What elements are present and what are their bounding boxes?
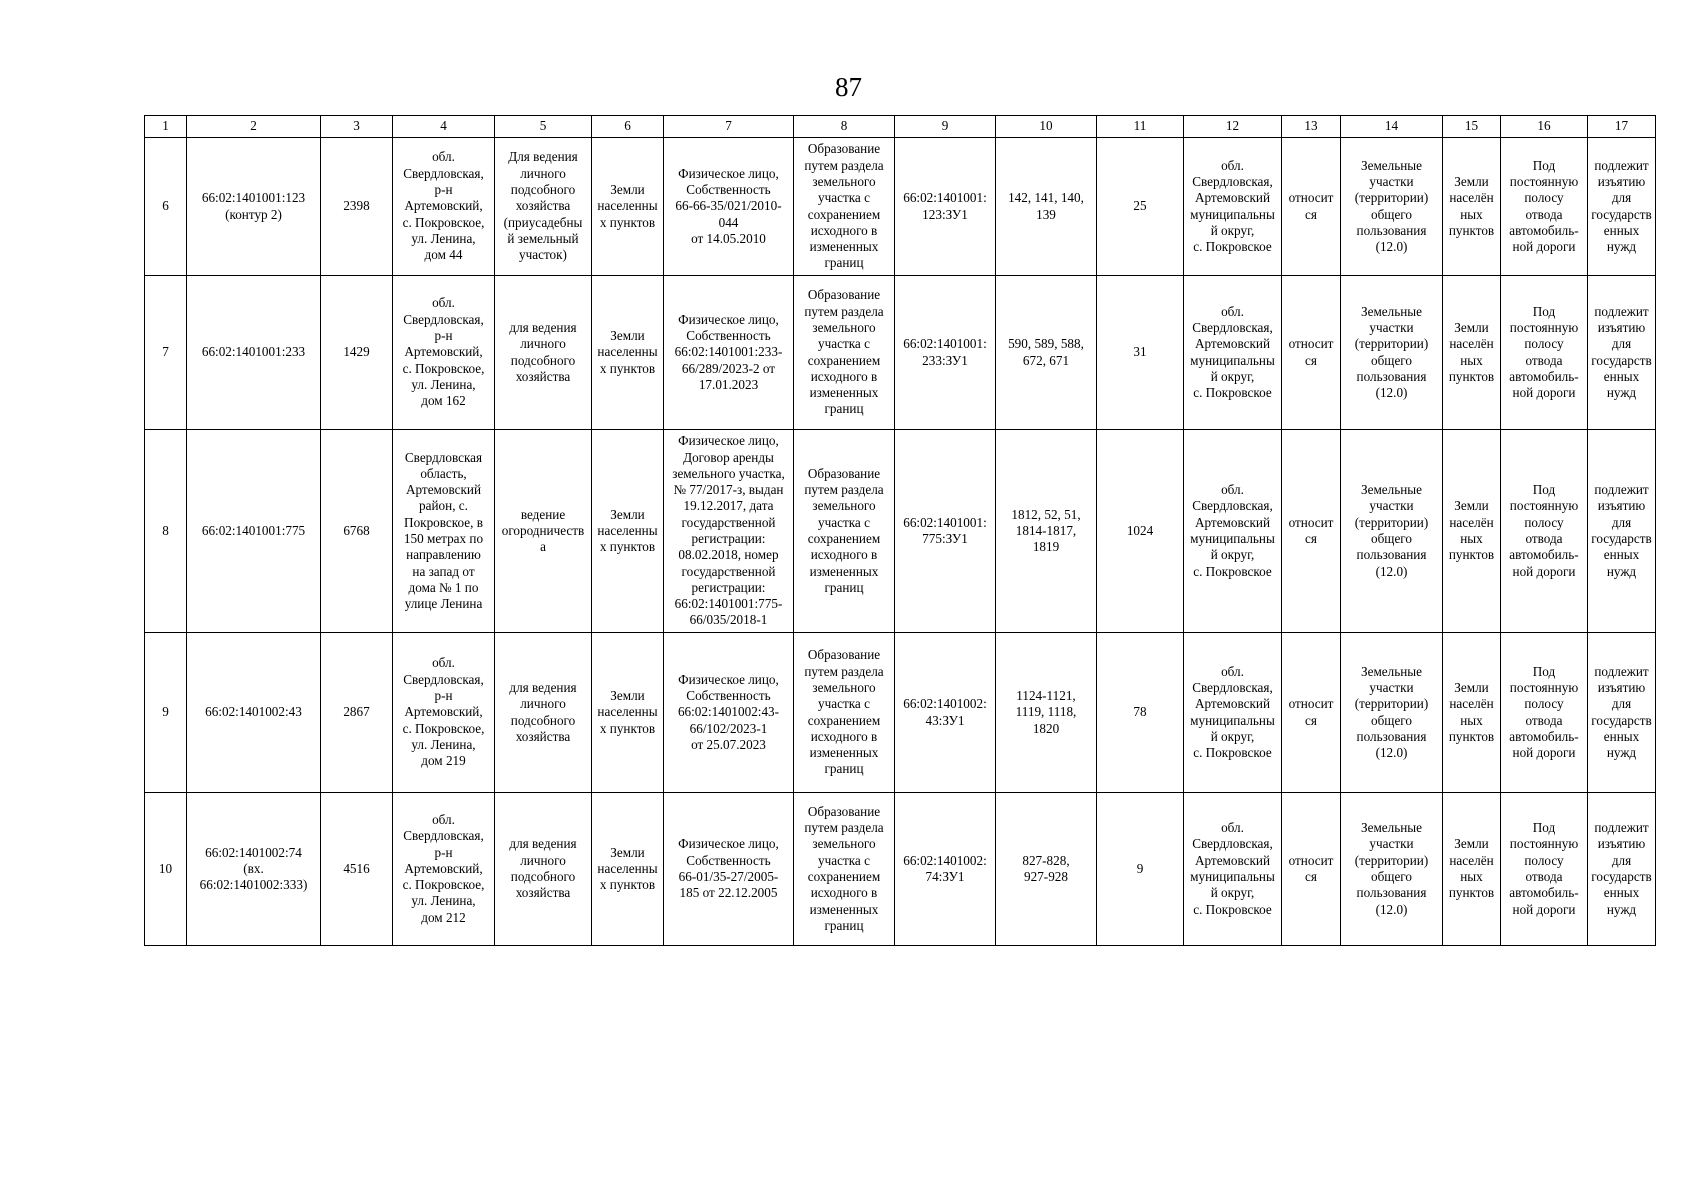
table-row bbox=[145, 138, 1656, 276]
new-plot-id-cell: 66:02:1401002: 74:ЗУ1 bbox=[895, 793, 996, 946]
column-header: 14 bbox=[1341, 116, 1443, 138]
new-permitted-use-cell: Земельные участки (территории) общего пользования (12.0) bbox=[1341, 430, 1443, 633]
area-cell: 6768 bbox=[321, 430, 393, 633]
purpose-cell: Под постоянную полосу отвода автомобиль- ной дороги bbox=[1501, 633, 1588, 793]
new-land-category-cell: Земли населён ных пунктов bbox=[1443, 430, 1501, 633]
new-land-category-cell: Земли населён ных пунктов bbox=[1443, 633, 1501, 793]
table-header-row bbox=[145, 116, 1656, 138]
land-category-cell: Земли населенны х пунктов bbox=[592, 276, 664, 430]
formation-method-cell: Образование путем раздела земельного участка с сохранением исходного в измененных границ bbox=[794, 430, 895, 633]
column-header: 16 bbox=[1501, 116, 1588, 138]
row-number-cell: 8 bbox=[145, 430, 187, 633]
seizure-cell: подлежит изъятию для государств енных нужд bbox=[1588, 633, 1656, 793]
land-category-cell: Земли населенны х пунктов bbox=[592, 430, 664, 633]
boundary-points-cell: 1812, 52, 51, 1814-1817, 1819 bbox=[996, 430, 1097, 633]
location-cell: обл. Свердловская, Артемовский муниципальны й округ, с. Покровское bbox=[1184, 138, 1282, 276]
address-cell: обл. Свердловская, р-н Артемовский, с. Покровское, ул. Ленина, дом 212 bbox=[393, 793, 495, 946]
column-header: 10 bbox=[996, 116, 1097, 138]
seizure-cell: подлежит изъятию для государств енных нужд bbox=[1588, 430, 1656, 633]
boundary-points-cell: 827-828, 927-928 bbox=[996, 793, 1097, 946]
new-area-cell: 9 bbox=[1097, 793, 1184, 946]
table-row bbox=[145, 430, 1656, 633]
address-cell: обл. Свердловская, р-н Артемовский, с. Покровское, ул. Ленина, дом 219 bbox=[393, 633, 495, 793]
new-plot-id-cell: 66:02:1401001: 775:ЗУ1 bbox=[895, 430, 996, 633]
location-cell: обл. Свердловская, Артемовский муниципальны й округ, с. Покровское bbox=[1184, 276, 1282, 430]
location-cell: обл. Свердловская, Артемовский муниципальны й округ, с. Покровское bbox=[1184, 430, 1282, 633]
purpose-cell: Под постоянную полосу отвода автомобиль- ной дороги bbox=[1501, 793, 1588, 946]
address-cell: обл. Свердловская, р-н Артемовский, с. Покровское, ул. Ленина, дом 162 bbox=[393, 276, 495, 430]
rights-holder-cell: Физическое лицо, Собственность 66-01/35-27/2005- 185 от 22.12.2005 bbox=[664, 793, 794, 946]
purpose-cell: Под постоянную полосу отвода автомобиль- ной дороги bbox=[1501, 430, 1588, 633]
column-header: 9 bbox=[895, 116, 996, 138]
new-plot-id-cell: 66:02:1401001: 123:ЗУ1 bbox=[895, 138, 996, 276]
formation-method-cell: Образование путем раздела земельного участка с сохранением исходного в измененных границ bbox=[794, 633, 895, 793]
seizure-cell: подлежит изъятию для государств енных нужд bbox=[1588, 138, 1656, 276]
relation-cell: относит ся bbox=[1282, 430, 1341, 633]
column-header: 11 bbox=[1097, 116, 1184, 138]
formation-method-cell: Образование путем раздела земельного участка с сохранением исходного в измененных границ bbox=[794, 276, 895, 430]
new-area-cell: 78 bbox=[1097, 633, 1184, 793]
cadastral-number-cell: 66:02:1401001:123 (контур 2) bbox=[187, 138, 321, 276]
relation-cell: относит ся bbox=[1282, 138, 1341, 276]
column-header: 17 bbox=[1588, 116, 1656, 138]
column-header: 13 bbox=[1282, 116, 1341, 138]
seizure-cell: подлежит изъятию для государств енных нужд bbox=[1588, 276, 1656, 430]
land-plot-table bbox=[144, 115, 1656, 946]
row-number-cell: 6 bbox=[145, 138, 187, 276]
cadastral-number-cell: 66:02:1401002:74 (вх. 66:02:1401002:333) bbox=[187, 793, 321, 946]
address-cell: Свердловская область, Артемовский район, с. Покровское, в 150 метрах по направлению на запад от дома № 1 по улице Ленина bbox=[393, 430, 495, 633]
rights-holder-cell: Физическое лицо, Собственность 66:02:1401002:43- 66/102/2023-1 от 25.07.2023 bbox=[664, 633, 794, 793]
cadastral-number-cell: 66:02:1401001:775 bbox=[187, 430, 321, 633]
column-header: 15 bbox=[1443, 116, 1501, 138]
column-header: 5 bbox=[495, 116, 592, 138]
permitted-use-cell: для ведения личного подсобного хозяйства bbox=[495, 793, 592, 946]
location-cell: обл. Свердловская, Артемовский муниципальны й округ, с. Покровское bbox=[1184, 793, 1282, 946]
table-row bbox=[145, 633, 1656, 793]
new-permitted-use-cell: Земельные участки (территории) общего пользования (12.0) bbox=[1341, 276, 1443, 430]
new-area-cell: 1024 bbox=[1097, 430, 1184, 633]
cadastral-number-cell: 66:02:1401002:43 bbox=[187, 633, 321, 793]
area-cell: 4516 bbox=[321, 793, 393, 946]
column-header: 12 bbox=[1184, 116, 1282, 138]
new-land-category-cell: Земли населён ных пунктов bbox=[1443, 276, 1501, 430]
land-category-cell: Земли населенны х пунктов bbox=[592, 138, 664, 276]
area-cell: 2867 bbox=[321, 633, 393, 793]
boundary-points-cell: 1124-1121, 1119, 1118, 1820 bbox=[996, 633, 1097, 793]
relation-cell: относит ся bbox=[1282, 276, 1341, 430]
area-cell: 2398 bbox=[321, 138, 393, 276]
new-plot-id-cell: 66:02:1401001: 233:ЗУ1 bbox=[895, 276, 996, 430]
row-number-cell: 10 bbox=[145, 793, 187, 946]
row-number-cell: 7 bbox=[145, 276, 187, 430]
column-header: 7 bbox=[664, 116, 794, 138]
formation-method-cell: Образование путем раздела земельного участка с сохранением исходного в измененных границ bbox=[794, 138, 895, 276]
new-plot-id-cell: 66:02:1401002: 43:ЗУ1 bbox=[895, 633, 996, 793]
formation-method-cell: Образование путем раздела земельного участка с сохранением исходного в измененных границ bbox=[794, 793, 895, 946]
row-number-cell: 9 bbox=[145, 633, 187, 793]
rights-holder-cell: Физическое лицо, Собственность 66-66-35/021/2010- 044 от 14.05.2010 bbox=[664, 138, 794, 276]
new-permitted-use-cell: Земельные участки (территории) общего пользования (12.0) bbox=[1341, 793, 1443, 946]
permitted-use-cell: для ведения личного подсобного хозяйства bbox=[495, 633, 592, 793]
purpose-cell: Под постоянную полосу отвода автомобиль- ной дороги bbox=[1501, 276, 1588, 430]
page-number: 87 bbox=[835, 72, 862, 102]
column-header: 8 bbox=[794, 116, 895, 138]
seizure-cell: подлежит изъятию для государств енных нужд bbox=[1588, 793, 1656, 946]
table-row bbox=[145, 276, 1656, 430]
new-permitted-use-cell: Земельные участки (территории) общего пользования (12.0) bbox=[1341, 138, 1443, 276]
cadastral-number-cell: 66:02:1401001:233 bbox=[187, 276, 321, 430]
land-category-cell: Земли населенны х пунктов bbox=[592, 793, 664, 946]
boundary-points-cell: 590, 589, 588, 672, 671 bbox=[996, 276, 1097, 430]
rights-holder-cell: Физическое лицо, Собственность 66:02:1401001:233- 66/289/2023-2 от 17.01.2023 bbox=[664, 276, 794, 430]
column-header: 3 bbox=[321, 116, 393, 138]
table-row bbox=[145, 793, 1656, 946]
permitted-use-cell: ведение огородничеств а bbox=[495, 430, 592, 633]
location-cell: обл. Свердловская, Артемовский муниципальны й округ, с. Покровское bbox=[1184, 633, 1282, 793]
new-area-cell: 31 bbox=[1097, 276, 1184, 430]
boundary-points-cell: 142, 141, 140, 139 bbox=[996, 138, 1097, 276]
new-land-category-cell: Земли населён ных пунктов bbox=[1443, 793, 1501, 946]
column-header: 4 bbox=[393, 116, 495, 138]
land-category-cell: Земли населенны х пунктов bbox=[592, 633, 664, 793]
new-permitted-use-cell: Земельные участки (территории) общего пользования (12.0) bbox=[1341, 633, 1443, 793]
relation-cell: относит ся bbox=[1282, 633, 1341, 793]
column-header: 2 bbox=[187, 116, 321, 138]
permitted-use-cell: Для ведения личного подсобного хозяйства (приусадебны й земельный участок) bbox=[495, 138, 592, 276]
column-header: 1 bbox=[145, 116, 187, 138]
new-land-category-cell: Земли населён ных пунктов bbox=[1443, 138, 1501, 276]
address-cell: обл. Свердловская, р-н Артемовский, с. Покровское, ул. Ленина, дом 44 bbox=[393, 138, 495, 276]
relation-cell: относит ся bbox=[1282, 793, 1341, 946]
column-header: 6 bbox=[592, 116, 664, 138]
area-cell: 1429 bbox=[321, 276, 393, 430]
rights-holder-cell: Физическое лицо, Договор аренды земельного участка, № 77/2017-з, выдан 19.12.2017, дата государственной регистрации: 08.02.2018, номер государственной регистрации: 66:02:1401001:775- 66/035/2018-1 bbox=[664, 430, 794, 633]
purpose-cell: Под постоянную полосу отвода автомобиль- ной дороги bbox=[1501, 138, 1588, 276]
new-area-cell: 25 bbox=[1097, 138, 1184, 276]
permitted-use-cell: для ведения личного подсобного хозяйства bbox=[495, 276, 592, 430]
